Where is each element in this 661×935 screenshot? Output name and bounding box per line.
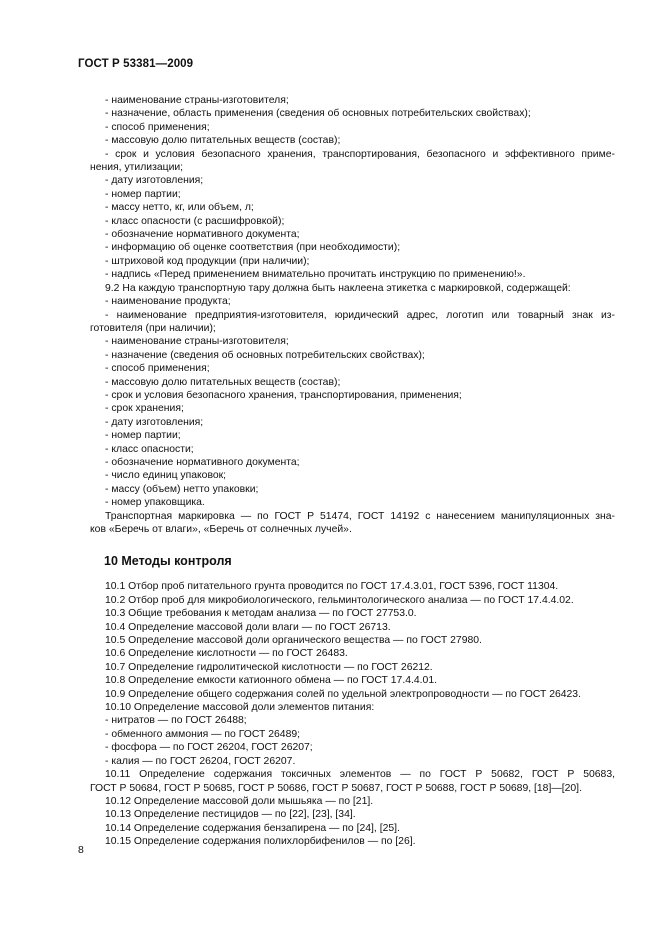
control-methods-list-cont	[90, 795, 615, 849]
list-item: - надпись «Перед применением внимательно прочитать инструкцию по применению!».	[105, 269, 526, 281]
section-title: 10 Методы контроля	[104, 554, 232, 569]
list-item: - срок хранения;	[105, 403, 184, 415]
control-methods-list	[90, 580, 615, 768]
list-item: - номер партии;	[105, 430, 181, 442]
list-item: - дату изготовления;	[105, 175, 204, 187]
method-item: - фосфора — по ГОСТ 26204, ГОСТ 26207;	[105, 742, 313, 754]
method-item: 10.5 Определение массовой доли органического вещества — по ГОСТ 27980.	[105, 635, 482, 647]
list-item-manufacturer-line2: готовителя (при наличии);	[90, 322, 216, 334]
list-item: - наименование продукта;	[105, 296, 231, 308]
list-item: - номер партии;	[105, 188, 181, 200]
list-item: - массу нетто, кг, или объем, л;	[105, 202, 254, 214]
method-item: 10.14 Определение содержания бензапирена — по [24], [25].	[105, 822, 400, 834]
labeling-list-transport	[90, 335, 615, 509]
list-item: - назначение (сведения об основных потребительских свойствах);	[105, 349, 425, 361]
list-item: - класс опасности;	[105, 443, 194, 455]
method-item: 10.15 Определение содержания полихлорбифенилов — по [26].	[105, 836, 416, 848]
list-item-storage-line1: - срок и условия безопасного хранения, транспортирования, безопасного и эффективного приме-	[105, 148, 615, 160]
method-item: 10.2 Отбор проб для микробиологического, гельминтологического анализа — по ГОСТ 17.4.4.02.	[105, 594, 574, 606]
page-number: 8	[78, 844, 84, 856]
list-item: - обозначение нормативного документа;	[105, 456, 300, 468]
method-item: 10.13 Определение пестицидов — по [22], [23], [34].	[105, 809, 356, 821]
list-item: - массовую долю питательных веществ (состав);	[105, 135, 341, 147]
list-item: 9.2 На каждую транспортную тару должна быть наклеена этикетка с маркировкой, содержащей:	[105, 282, 571, 294]
list-item: - назначение, область применения (сведения об основных потребительских свойствах);	[105, 108, 531, 120]
list-item: - обозначение нормативного документа;	[105, 229, 300, 241]
method-item: 10.6 Определение кислотности — по ГОСТ 26483.	[105, 648, 348, 660]
method-item: 10.12 Определение массовой доли мышьяка — по [21].	[105, 795, 374, 807]
transport-marking-line2: ков «Беречь от влаги», «Беречь от солнечных лучей».	[90, 524, 352, 535]
list-item: - наименование страны-изготовителя;	[105, 95, 289, 106]
list-item: - информацию об оценке соответствия (при необходимости);	[105, 242, 401, 254]
method-item: 10.10 Определение массовой доли элементов питания:	[105, 702, 375, 714]
list-item: - дату изготовления;	[105, 416, 204, 428]
list-item-storage-line2: нения, утилизации;	[90, 162, 184, 174]
list-item: - срок и условия безопасного хранения, транспортирования, применения;	[105, 389, 462, 401]
method-item: - нитратов — по ГОСТ 26488;	[105, 715, 247, 727]
method-item: - обменного аммония — по ГОСТ 26489;	[105, 728, 301, 740]
method-item: 10.4 Определение массовой доли влаги — по ГОСТ 26713.	[105, 621, 391, 633]
method-item: 10.3 Общие требования к методам анализа — по ГОСТ 27753.0.	[105, 608, 417, 620]
list-item: - массу (объем) нетто упаковки;	[105, 483, 259, 495]
method-item: 10.8 Определение емкости катионного обмена — по ГОСТ 17.4.4.01.	[105, 675, 437, 687]
list-item: - наименование страны-изготовителя;	[105, 336, 289, 348]
list-item: - класс опасности (с расшифровкой);	[105, 215, 285, 227]
transport-marking-line1: Транспортная маркировка — по ГОСТ Р 51474, ГОСТ 14192 с нанесением манипуляционных зна-	[105, 510, 615, 522]
list-item: - способ применения;	[105, 363, 210, 375]
method-item-10-11-line1: 10.11 Определение содержания токсичных элементов — по ГОСТ Р 50682, ГОСТ Р 50683,	[105, 769, 615, 781]
page-content	[90, 94, 615, 849]
list-item: - номер упаковщика.	[105, 497, 205, 509]
list-item: - число единиц упаковок;	[105, 470, 227, 482]
method-item: - калия — по ГОСТ 26204, ГОСТ 26207.	[105, 755, 296, 767]
labeling-list-product-cont	[90, 174, 615, 308]
list-item: - способ применения;	[105, 121, 210, 133]
list-item-manufacturer-line1: - наименование предприятия-изготовителя, юридический адрес, логотип или товарный знак из-	[105, 309, 615, 321]
labeling-list-product	[90, 94, 615, 148]
method-item: 10.1 Отбор проб питательного грунта проводится по ГОСТ 17.4.3.01, ГОСТ 5396, ГОСТ 11304.	[105, 581, 559, 593]
method-item: 10.9 Определение общего содержания солей по удельной электропроводности — по ГОСТ 26423.	[105, 688, 581, 700]
list-item: - штриховой код продукции (при наличии);	[105, 255, 310, 267]
method-item: 10.7 Определение гидролитической кислотности — по ГОСТ 26212.	[105, 661, 433, 673]
method-item-10-11-line2: ГОСТ Р 50684, ГОСТ Р 50685, ГОСТ Р 50686, ГОСТ Р 50687, ГОСТ Р 50688, ГОСТ Р 50689, [18]—[20].	[90, 782, 582, 794]
list-item: - массовую долю питательных веществ (состав);	[105, 376, 341, 388]
document-header: ГОСТ Р 53381—2009	[78, 58, 194, 70]
